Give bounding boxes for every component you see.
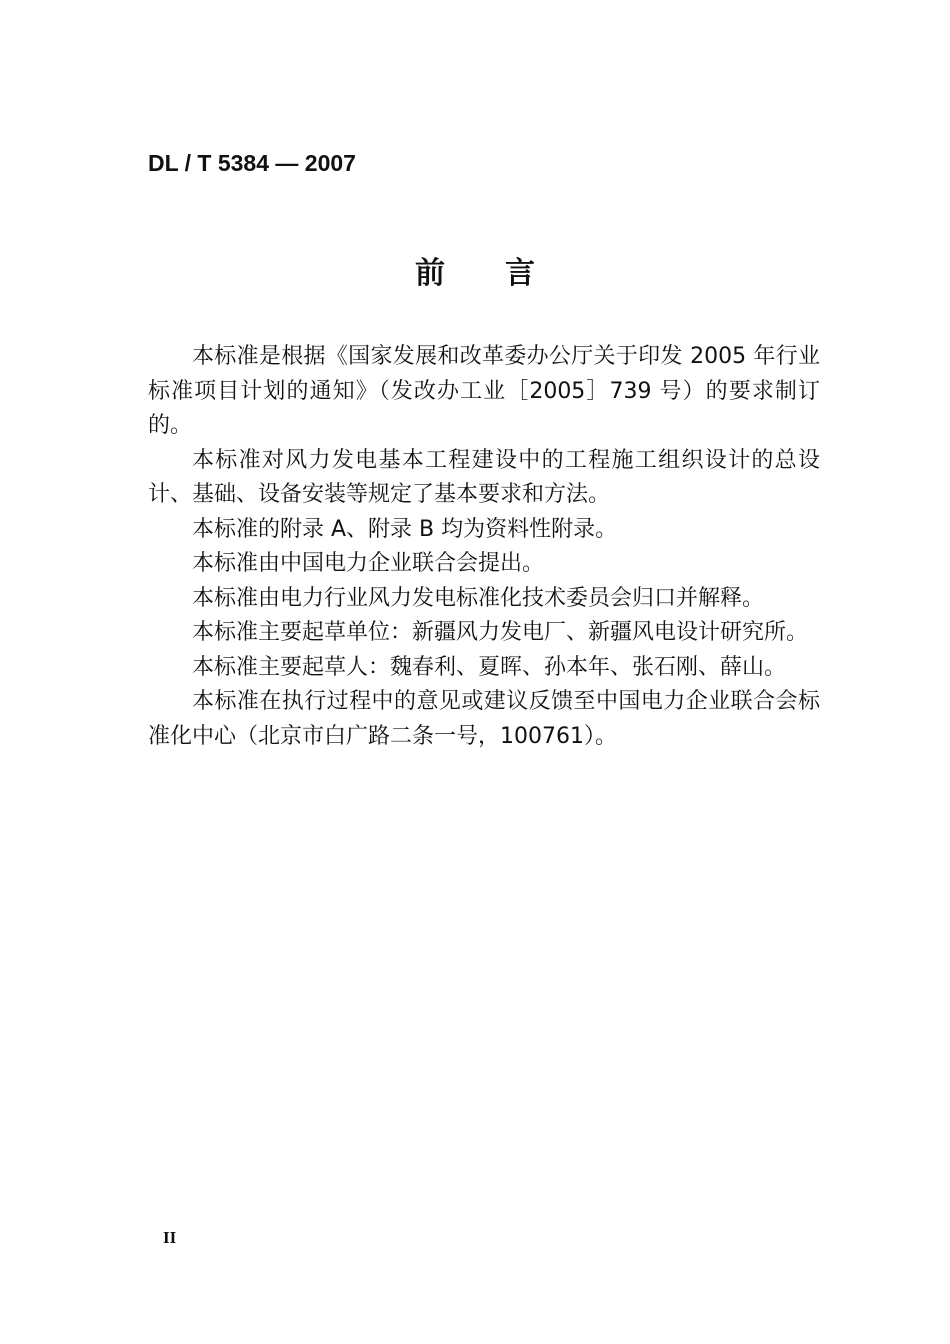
paragraph: 本标准主要起草人：魏春利、夏晖、孙本年、张石刚、薛山。 (192, 654, 787, 680)
page-number: II (163, 1228, 177, 1247)
paragraph: 本标准由电力行业风力发电标准化技术委员会归口并解释。 (192, 585, 765, 611)
paragraph: 本标准的附录 A、附录 B 均为资料性附录。 (192, 516, 618, 542)
paragraph: 本标准是根据《国家发展和改革委办公厅关于印发 2005 年行业标准项目计划的通知》（发改办工业［2005］739 号）的要求制订的。 (148, 344, 820, 438)
page-title: 前言 (415, 256, 595, 291)
paragraph: 本标准在执行过程中的意见或建议反馈至中国电力企业联合会标准化中心（北京市白广路二条一号，100761）。 (148, 689, 820, 749)
standard-code: DL / T 5384 — 2007 (148, 150, 356, 176)
preface-body (148, 340, 820, 754)
paragraph: 本标准对风力发电基本工程建设中的工程施工组织设计的总设计、基础、设备安装等规定了基本要求和方法。 (148, 447, 820, 507)
paragraph: 本标准主要起草单位：新疆风力发电厂、新疆风电设计研究所。 (192, 620, 809, 645)
paragraph: 本标准由中国电力企业联合会提出。 (192, 551, 545, 576)
